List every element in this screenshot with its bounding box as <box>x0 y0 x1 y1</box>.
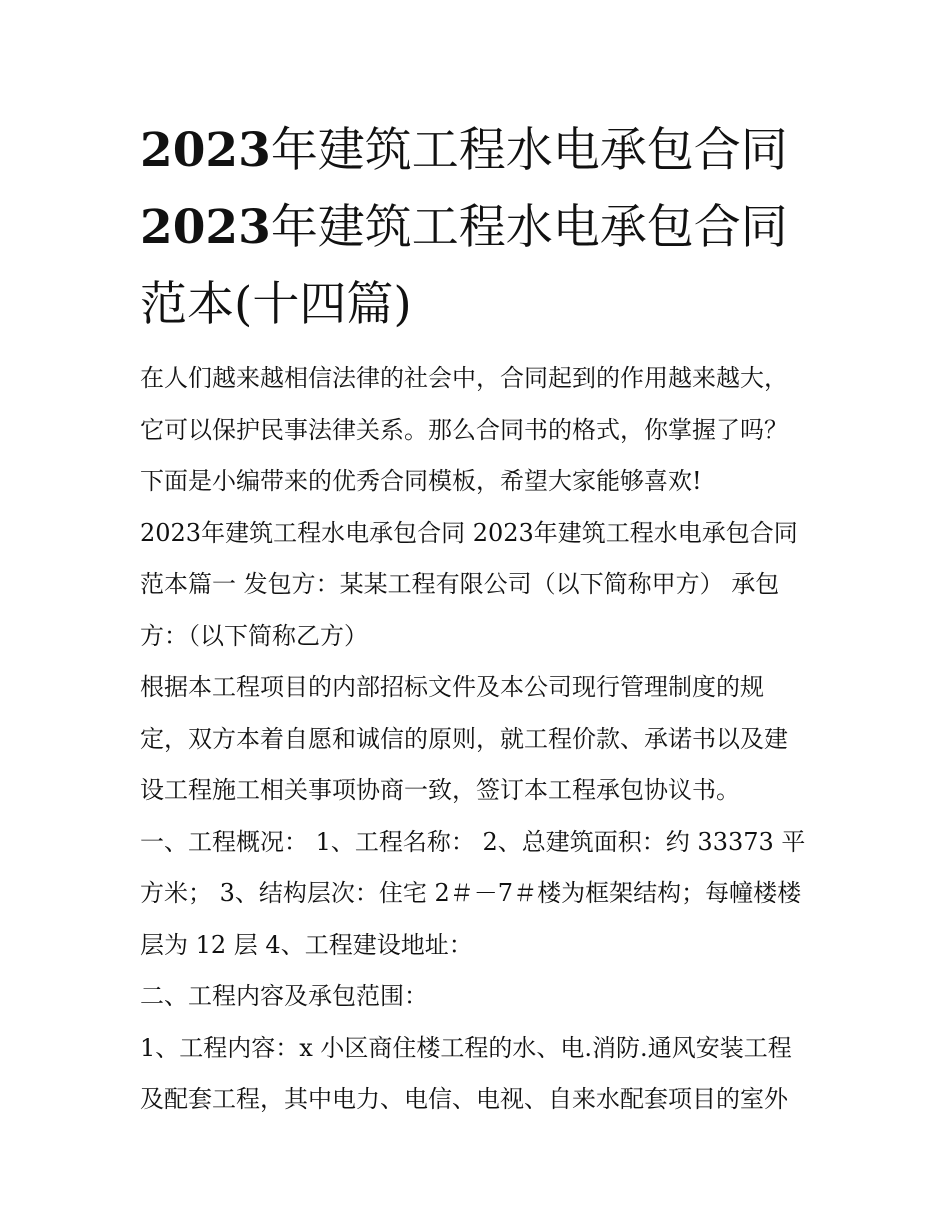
body-line: 1、工程内容：x 小区商住楼工程的水、电.消防.通风安装工程 <box>140 1033 792 1062</box>
body-line: 范本篇一 发包方：某某工程有限公司（以下简称甲方） 承包 <box>140 570 780 598</box>
title-year: 2023 <box>140 200 271 255</box>
title-year: 2023 <box>140 123 271 178</box>
body-line: 方米； 3、结构层次：住宅 2＃－7＃楼为框架结构；每幢楼楼 <box>140 879 802 907</box>
body-line: 在人们越来越相信法律的社会中，合同起到的作用越来越大， <box>140 364 788 392</box>
body-line: 它可以保护民事法律关系。那么合同书的格式，你掌握了吗？ <box>140 415 788 444</box>
title-text: 年建筑工程水电承包合同 <box>270 200 788 255</box>
title-text: 范本(十四篇) <box>140 277 412 332</box>
title-line <box>140 266 820 343</box>
document-body <box>140 353 820 1126</box>
title-line <box>140 189 820 266</box>
document-title <box>140 112 820 343</box>
body-line: 2023年建筑工程水电承包合同 2023年建筑工程水电承包合同 <box>140 518 798 547</box>
body-line: 及配套工程，其中电力、电信、电视、自来水配套项目的室外 <box>140 1085 788 1113</box>
body-line: 二、工程内容及承包范围： <box>140 982 428 1010</box>
body-line: 定，双方本着自愿和诚信的原则，就工程价款、承诺书以及建 <box>140 724 788 753</box>
body-line: 设工程施工相关事项协商一致，签订本工程承包协议书。 <box>140 776 740 804</box>
document-page <box>140 112 820 1126</box>
title-line <box>140 112 820 189</box>
body-line: 根据本工程项目的内部招标文件及本公司现行管理制度的规 <box>140 673 764 701</box>
body-line: 层为 12 层 4、工程建设地址： <box>140 930 473 959</box>
body-line: 下面是小编带来的优秀合同模板，希望大家能够喜欢! <box>140 467 702 495</box>
body-line: 一、工程概况： 1、工程名称： 2、总建筑面积：约 33373 平 <box>140 827 806 856</box>
title-text: 年建筑工程水电承包合同 <box>270 123 788 178</box>
body-line: 方：（以下简称乙方） <box>140 621 368 650</box>
